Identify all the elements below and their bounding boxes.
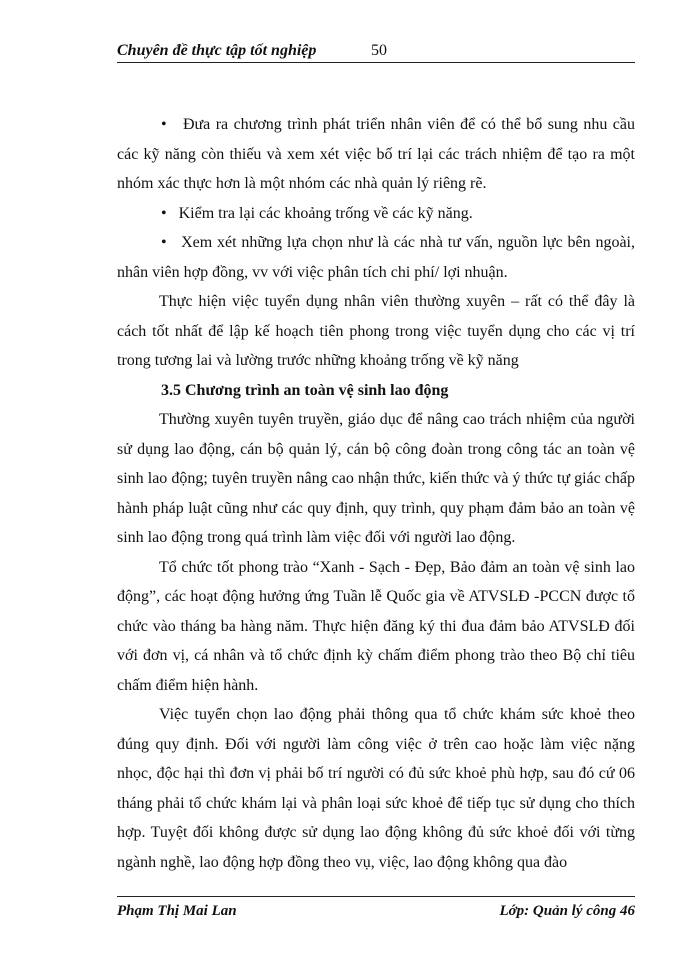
bullet-text: Xem xét những lựa chọn như là các nhà tư vấn, nguồn lực bên ngoài, nhân viên hợp đồng, vv với việc phân tích chi phí/ lợi nhuận. — [117, 234, 635, 281]
document-title: Chuyên đề thực tập tốt nghiệp — [117, 42, 317, 59]
page-number: 50 — [371, 42, 387, 59]
class-name: Lớp: Quản lý công 46 — [499, 903, 635, 919]
paragraph: Việc tuyển chọn lao động phải thông qua tổ chức khám sức khoẻ theo đúng quy định. Đối với người làm công việc ở trên cao hoặc làm việc nặng nhọc, độc hại thì đơn vị phải bố trí người có đủ sức khoẻ phù hợp, sau đó cứ 06 tháng phải tổ chức khám lại và phân loại sức khoẻ để tiếp tục sử dụng cho thích hợp. Tuyệt đối không được sử dụng lao động không đủ sức khoẻ đối với từng ngành nghề, lao động hợp đồng theo vụ, việc, lao động không qua đào — [117, 706, 635, 871]
bullet-text: Đưa ra chương trình phát triển nhân viên để có thể bổ sung nhu cầu các kỹ năng còn thiếu và xem xét việc bố trí lại các trách nhiệm để tạo ra một nhóm xác thực hơn là một nhóm các nhà quản lý riêng rẽ. — [117, 116, 636, 192]
bullet-item — [117, 228, 635, 287]
page-body — [117, 110, 635, 877]
paragraph: Thực hiện việc tuyển dụng nhân viên thường xuyên – rất có thể đây là cách tốt nhất để lập kế hoạch tiên phong trong việc tuyển dụng cho các vị trí trong tương lai và lường trước những khoảng trống về kỹ năng — [117, 293, 635, 369]
bullet-text: Kiểm tra lại các khoảng trống về các kỹ năng. — [178, 204, 473, 222]
bullet-item — [117, 199, 635, 229]
bullet-item — [117, 110, 635, 199]
bullet-icon: • — [161, 116, 183, 133]
bullet-icon: • — [161, 204, 179, 222]
author-name: Phạm Thị Mai Lan — [117, 903, 237, 919]
page-header — [117, 42, 635, 63]
bullet-icon: • — [161, 234, 182, 251]
paragraph: Tổ chức tốt phong trào “Xanh - Sạch - Đẹp, Bảo đảm an toàn vệ sinh lao động”, các hoạt động hưởng ứng Tuần lễ Quốc gia về ATVSLĐ -PCCN được tổ chức vào tháng ba hàng năm. Thực hiện đăng ký thi đua đảm bảo ATVSLĐ đối với đơn vị, cá nhân và tổ chức định kỳ chấm điểm phong trào theo Bộ chỉ tiêu chấm điểm hiện hành. — [117, 558, 635, 694]
paragraph: Thường xuyên tuyên truyền, giáo dục để nâng cao trách nhiệm của người sử dụng lao động, cán bộ quản lý, cán bộ công đoàn trong công tác an toàn vệ sinh lao động; tuyên truyền nâng cao nhận thức, kiến thức và ý thức tự giác chấp hành pháp luật cũng như các quy định, quy trình, quy phạm đảm bảo an toàn vệ sinh lao động trong quá trình làm việc đối với người lao động. — [117, 411, 635, 546]
section-heading: 3.5 Chương trình an toàn vệ sinh lao động — [161, 381, 449, 399]
page-footer — [117, 896, 635, 919]
